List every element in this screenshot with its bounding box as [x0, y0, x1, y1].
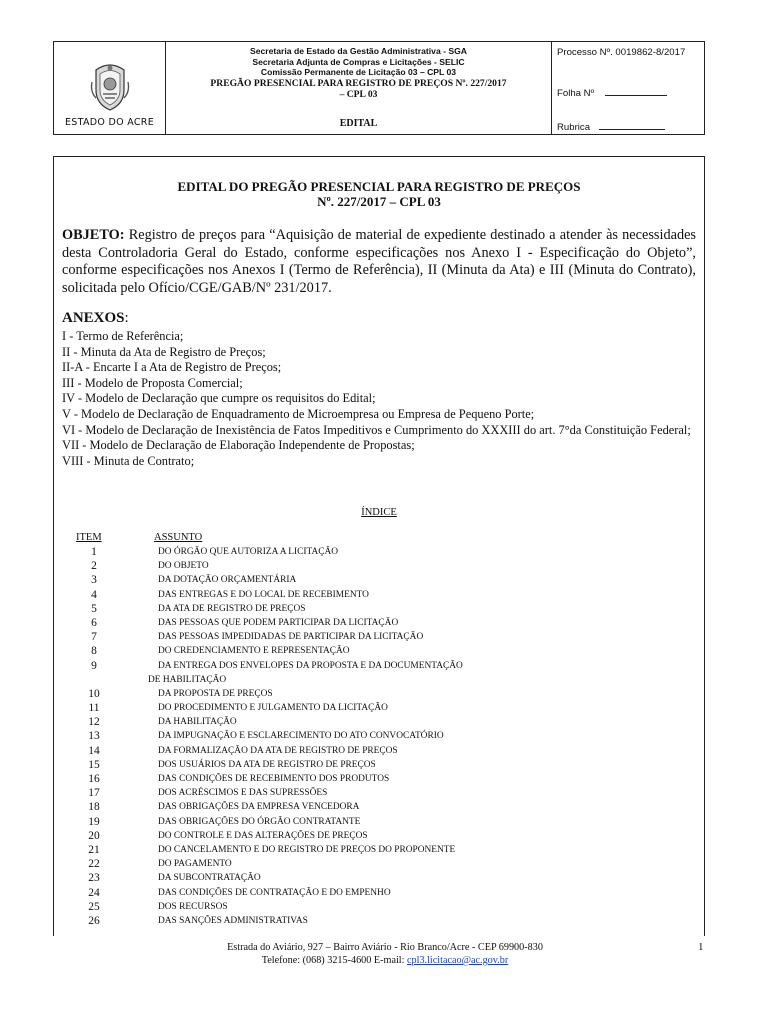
anexo-item: VII - Modelo de Declaração de Elaboração Independente de Propostas; [62, 438, 415, 453]
footer-contact [0, 954, 770, 967]
indice-item-number: 4 [91, 588, 97, 601]
footer-email-link[interactable]: cpl3.licitacao@ac.gov.br [407, 955, 509, 966]
folha-field [557, 86, 667, 99]
indice-item-number: 1 [91, 546, 97, 558]
indice-title: ÍNDICE [361, 507, 397, 518]
indice-item-number: 9 [91, 659, 97, 672]
indice-row [54, 886, 706, 900]
indice-item-subject: DO PAGAMENTO [158, 859, 232, 870]
pregao-line-1: PREGÃO PRESENCIAL PARA REGISTRO DE PREÇOS Nº. 227/2017 [210, 77, 507, 89]
indice-item-subject: DO PROCEDIMENTO E JULGAMENTO DA LICITAÇÃO [158, 703, 388, 714]
anexo-item: V - Modelo de Declaração de Enquadramento de Microempresa ou Empresa de Pequeno Porte; [62, 406, 535, 421]
indice-item-subject: DOS ACRÉSCIMOS E DAS SUPRESSÕES [158, 788, 328, 799]
indice-col-assunto: ASSUNTO [154, 532, 203, 543]
content-frame [53, 156, 705, 936]
state-label: ESTADO DO ACRE [65, 117, 154, 128]
indice-row [54, 857, 706, 871]
indice-item-number: 16 [88, 773, 100, 785]
indice-row [54, 772, 706, 786]
indice-item-subject: DA HABILITAÇÃO [158, 717, 237, 728]
indice-item-subject: DO OBJETO [158, 561, 209, 572]
indice-row [54, 914, 706, 928]
anexo-item: III - Modelo de Proposta Comercial; [62, 375, 243, 390]
indice-item-number: 18 [88, 801, 100, 814]
indice-item-subject: DO ÓRGÃO QUE AUTORIZA A LICITAÇÃO [158, 547, 339, 557]
page-number: 1 [698, 941, 704, 953]
indice-row [54, 729, 706, 743]
indice-item-number: 7 [91, 631, 97, 644]
indice-row [54, 545, 706, 559]
indice-item-number: 21 [88, 843, 100, 856]
indice-item-subject: DA ATA DE REGISTRO DE PREÇOS [158, 603, 306, 614]
footer-phone: Telefone: (068) 3215-4600 E-mail: [261, 955, 408, 966]
indice-row [54, 758, 706, 772]
indice-item-number: 22 [88, 858, 100, 871]
title-line-2: Nº. 227/2017 – CPL 03 [317, 194, 441, 209]
indice-item-subject-cont: DE HABILITAÇÃO [148, 674, 227, 685]
objeto-label: OBJETO: [62, 227, 125, 243]
indice-item-subject: DAS OBRIGAÇÕES DO ÓRGÃO CONTRATANTE [158, 816, 361, 827]
indice-item-number: 24 [88, 886, 100, 899]
indice-row [54, 829, 706, 843]
indice-row [54, 616, 706, 630]
indice-item-number: 6 [91, 616, 97, 629]
page-footer [0, 941, 770, 967]
anexos-heading [62, 310, 129, 327]
indice-item-number: 17 [88, 787, 100, 800]
edital-label: EDITAL [339, 118, 378, 129]
indice-item-number: 19 [88, 815, 100, 828]
indice-row [54, 701, 706, 715]
indice-item-subject: DA FORMALIZAÇÃO DA ATA DE REGISTRO DE PREÇOS [158, 745, 398, 756]
header-title-cell [166, 42, 552, 134]
indice-row-continuation [54, 673, 706, 687]
indice-item-subject: DA DOTAÇÃO ORÇAMENTÁRIA [158, 575, 297, 586]
indice-item-subject: DAS OBRIGAÇÕES DA EMPRESA VENCEDORA [158, 802, 360, 813]
indice-item-subject: DAS ENTREGAS E DO LOCAL DE RECEBIMENTO [158, 589, 369, 600]
indice-row [54, 573, 706, 587]
indice-item-subject: DOS RECURSOS [158, 901, 228, 912]
indice-item-number: 5 [91, 602, 97, 615]
indice-row [54, 871, 706, 885]
indice-row [54, 815, 706, 829]
indice-item-subject: DAS PESSOAS QUE PODEM PARTICIPAR DA LICITAÇÃO [158, 617, 399, 628]
indice-row [54, 559, 706, 573]
anexo-item: VIII - Minuta de Contrato; [62, 453, 195, 468]
rubrica-field [557, 120, 665, 133]
indice-item-number: 13 [88, 730, 100, 743]
pregao-line-2: – CPL 03 [339, 88, 378, 100]
indice-item-number: 15 [88, 758, 100, 771]
indice-item-subject: DAS CONDIÇÕES DE CONTRATAÇÃO E DO EMPENHO [158, 887, 391, 898]
anexos-colon: : [124, 310, 129, 326]
objeto-text: Registro de preços para “Aquisição de material de expediente destinado a atender às necessidades desta Controladoria Geral do Estado, conforme especificações nos Anexo I - Especificação do Objeto”, conforme especificações nos Anexos I (Termo de Referência), II (Minuta da Ata) e III (Minuta do Contrato), solicitada pelo Ofício/CGE/GAB/Nº 231/2017. [62, 227, 696, 296]
indice-item-subject: DAS SANÇÕES ADMINISTRATIVAS [158, 915, 308, 926]
indice-item-subject: DOS USUÁRIOS DA ATA DE REGISTRO DE PREÇOS [158, 759, 376, 770]
anexos-list [62, 329, 696, 469]
indice-item-number: 2 [91, 560, 97, 573]
indice-row [54, 843, 706, 857]
indice-row [54, 744, 706, 758]
indice-row [54, 588, 706, 602]
indice-row [54, 602, 706, 616]
indice-item-subject: DA SUBCONTRATAÇÃO [158, 873, 261, 884]
indice-item-number: 12 [88, 716, 100, 729]
indice-row [54, 687, 706, 701]
indice-row [54, 900, 706, 914]
indice-item-number: 8 [91, 645, 97, 658]
page-title [54, 179, 704, 209]
indice-row [54, 715, 706, 729]
anexo-item: I - Termo de Referência; [62, 329, 184, 343]
indice-row [54, 800, 706, 814]
anexo-item: IV - Modelo de Declaração que cumpre os requisitos do Edital; [62, 391, 376, 406]
indice-item-subject: DO CREDENCIAMENTO E REPRESENTAÇÃO [158, 646, 350, 657]
folha-label: Folha Nº [557, 88, 595, 99]
logo-cell [54, 42, 166, 134]
indice-row [54, 644, 706, 658]
anexo-item: VI - Modelo de Declaração de Inexistência de Fatos Impeditivos e Cumprimento do XXXIII do art. 7°da Constituição Federal; [62, 422, 691, 437]
indice-item-subject: DO CANCELAMENTO E DO REGISTRO DE PREÇOS DO PROPONENTE [158, 844, 456, 855]
folha-blank [605, 86, 667, 96]
anexo-item: II - Minuta da Ata de Registro de Preços; [62, 344, 266, 359]
state-seal-icon [90, 62, 130, 112]
indice-item-number: 26 [88, 914, 100, 927]
indice-row [54, 786, 706, 800]
objeto-paragraph [62, 227, 696, 297]
indice-item-subject: DA ENTREGA DOS ENVELOPES DA PROPOSTA E DA DOCUMENTAÇÃO [158, 660, 463, 671]
anexo-item: II-A - Encarte I a Ata de Registro de Preços; [62, 360, 282, 375]
selic-line: Secretaria Adjunta de Compras e Licitações - SELIC [252, 56, 465, 67]
indice-item-subject: DAS CONDIÇÕES DE RECEBIMENTO DOS PRODUTOS [158, 774, 390, 784]
indice-row [54, 630, 706, 644]
rubrica-label: Rubrica [557, 122, 591, 133]
indice-list [54, 545, 706, 928]
cpl-line: Comissão Permanente de Licitação 03 – CPL 03 [260, 67, 457, 77]
document-header [53, 41, 705, 135]
indice-col-item: ITEM [76, 532, 102, 543]
indice-item-number: 23 [88, 872, 100, 885]
indice-item-subject: DA PROPOSTA DE PREÇOS [158, 688, 273, 699]
indice-item-subject: DA IMPUGNAÇÃO E ESCLARECIMENTO DO ATO CONVOCATÓRIO [158, 731, 444, 742]
processo-number: Processo Nº. 0019862-8/2017 [557, 47, 686, 58]
indice-item-number: 14 [88, 744, 100, 757]
footer-address: Estrada do Aviário, 927 – Bairro Aviário - Rio Branco/Acre - CEP 69900-830 [227, 942, 543, 953]
sga-line: Secretaria de Estado da Gestão Administrativa - SGA [250, 46, 467, 56]
indice-item-subject: DAS PESSOAS IMPEDIDADAS DE PARTICIPAR DA LICITAÇÃO [158, 632, 424, 643]
indice-item-number: 10 [88, 687, 100, 700]
anexos-label: ANEXOS [62, 310, 125, 326]
indice-item-number: 20 [88, 829, 100, 842]
indice-item-number: 3 [91, 574, 97, 587]
rubrica-blank [599, 120, 665, 130]
indice-row [54, 659, 706, 673]
header-process-cell [552, 42, 704, 134]
indice-item-number: 11 [88, 702, 100, 715]
indice-item-subject: DO CONTROLE E DAS ALTERAÇÕES DE PREÇOS [158, 830, 368, 841]
title-line-1: EDITAL DO PREGÃO PRESENCIAL PARA REGISTRO DE PREÇOS [177, 179, 581, 194]
indice-item-number: 25 [88, 900, 100, 913]
